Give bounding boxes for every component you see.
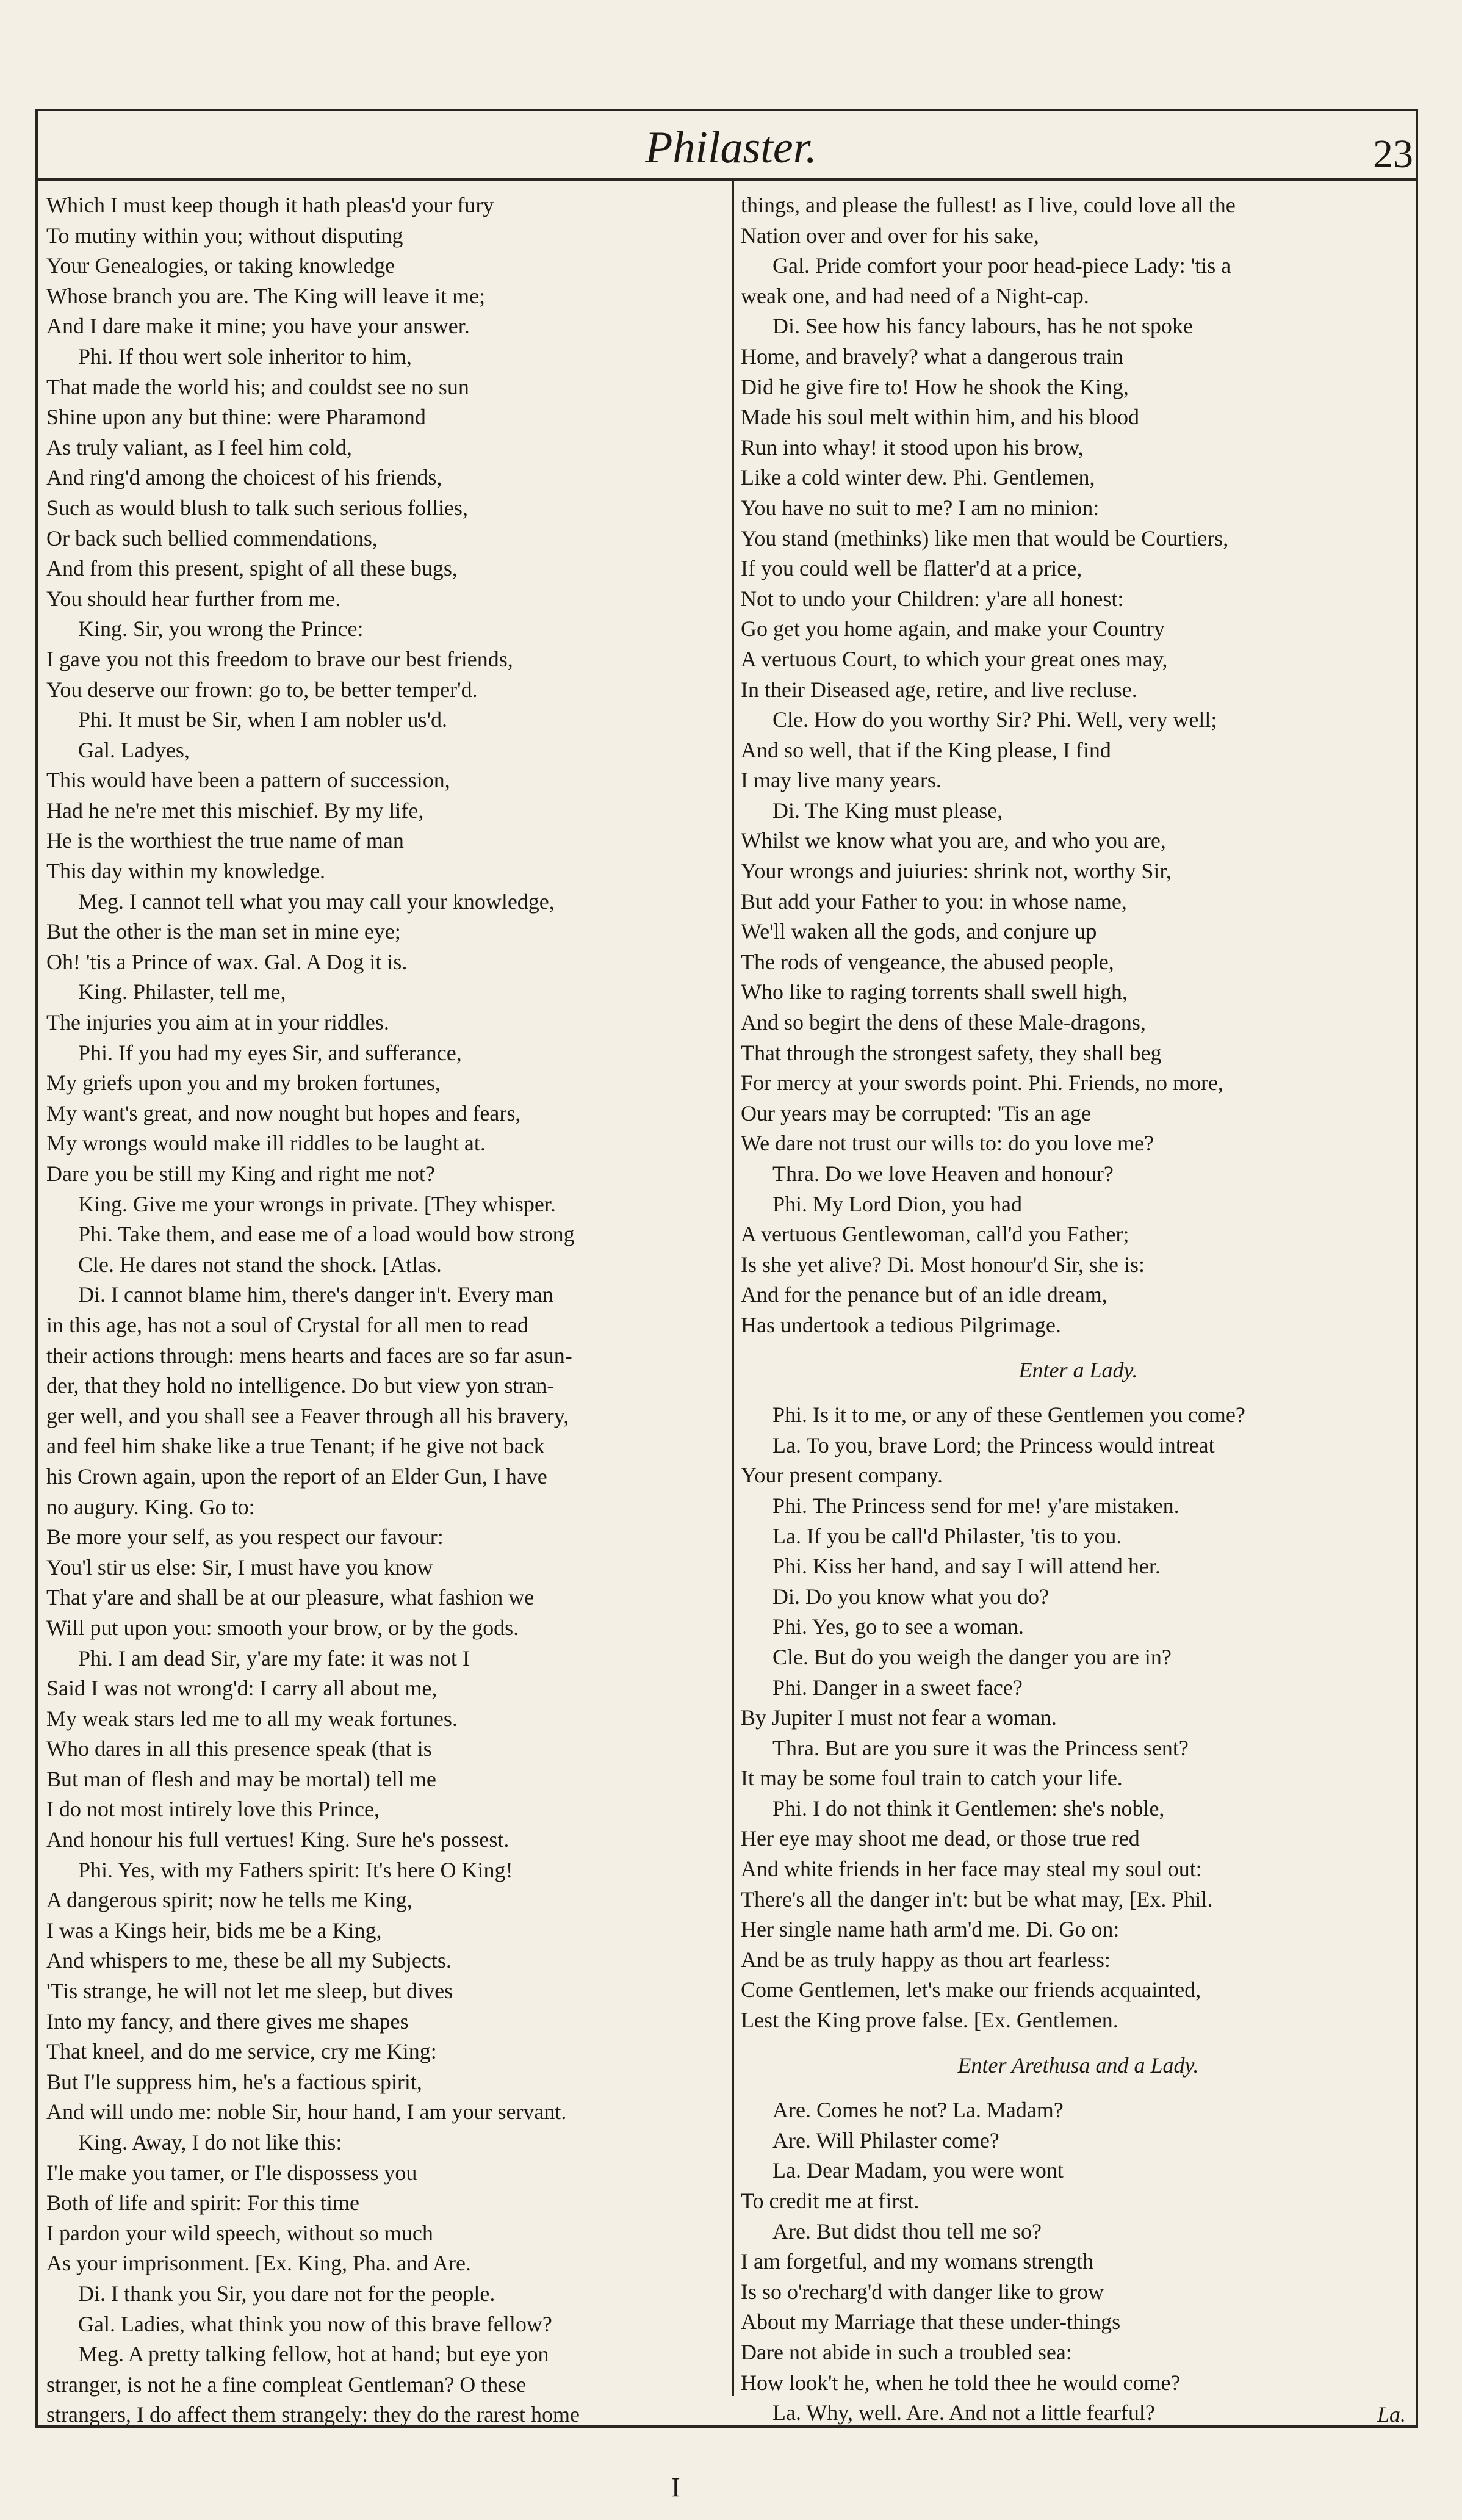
text-line: King. Sir, you wrong the Prince: (78, 616, 364, 641)
text-line: The injuries you aim at in your riddles. (46, 1010, 389, 1035)
text-line: But I'le suppress him, he's a factious spirit, (46, 2069, 422, 2094)
text-line: Had he ne're met this mischief. By my life, (46, 798, 424, 823)
text-line: Are. But didst thou tell me so? (772, 2219, 1042, 2244)
text-line: Is so o'recharg'd with danger like to grow (741, 2279, 1104, 2304)
running-title: Philaster. (645, 123, 817, 173)
text-line: Dare not abide in such a troubled sea: (741, 2339, 1072, 2364)
text-line: This would have been a pattern of succession, (46, 768, 450, 793)
text-line: Lest the King prove false. [Ex. Gentlemen. (741, 2008, 1118, 2033)
text-line: You deserve our frown: go to, be better temper'd. (46, 677, 478, 702)
text-line: Gal. Ladies, what think you now of this brave fellow? (78, 2311, 552, 2336)
text-line: weak one, and had need of a Night-cap. (741, 283, 1089, 308)
text-line: ger well, and you shall see a Feaver through all his bravery, (46, 1403, 569, 1428)
text-line: Phi. I do not think it Gentlemen: she's noble, (772, 1796, 1165, 1821)
text-line: Is she yet alive? Di. Most honour'd Sir, she is: (741, 1252, 1145, 1277)
text-line: And whispers to me, these be all my Subjects. (46, 1948, 452, 1973)
right-column (741, 190, 1416, 2428)
text-line: But add your Father to you: in whose name, (741, 889, 1127, 914)
text-line: Phi. Take them, and ease me of a load would bow strong (78, 1222, 575, 1247)
text-line: A dangerous spirit; now he tells me King, (46, 1888, 412, 1913)
text-line: Phi. Yes, go to see a woman. (772, 1614, 1024, 1639)
text-line: As your imprisonment. [Ex. King, Pha. and Are. (46, 2251, 471, 2276)
text-line: Her single name hath arm'd me. Di. Go on: (741, 1917, 1120, 1942)
text-line: Phi. If you had my eyes Sir, and sufferance, (78, 1040, 462, 1065)
text-line: Di. Do you know what you do? (772, 1584, 1049, 1609)
text-line: La. Dear Madam, you were wont (772, 2158, 1064, 2183)
text-line: no augury. King. Go to: (46, 1494, 255, 1519)
text-line: And I dare make it mine; you have your answer. (46, 314, 470, 339)
text-line: Your Genealogies, or taking knowledge (46, 253, 395, 278)
text-line: La. Why, well. Are. And not a little fearful? (772, 2400, 1155, 2425)
text-line: If you could well be flatter'd at a price, (741, 556, 1082, 581)
left-column (46, 190, 725, 2430)
text-line: And will undo me: noble Sir, hour hand, I am your servant. (46, 2099, 567, 2125)
text-line: For mercy at your swords point. Phi. Friends, no more, (741, 1070, 1223, 1096)
text-line: Both of life and spirit: For this time (46, 2190, 359, 2215)
text-line: Nation over and over for his sake, (741, 223, 1039, 248)
text-line: Into my fancy, and there gives me shapes (46, 2009, 409, 2034)
text-line: Phi. The Princess send for me! y'are mistaken. (772, 1493, 1179, 1518)
text-line: I do not most intirely love this Prince, (46, 1797, 380, 1822)
text-line: I was a Kings heir, bids me be a King, (46, 1918, 382, 1943)
text-line: Whose branch you are. The King will leave it me; (46, 283, 486, 308)
text-line: his Crown again, upon the report of an Elder Gun, I have (46, 1464, 547, 1489)
text-line: About my Marriage that these under-things (741, 2309, 1121, 2334)
catchword: La. (1377, 2402, 1406, 2427)
text-line: I gave you not this freedom to brave our best friends, (46, 646, 513, 671)
text-line: Your wrongs and juiuries: shrink not, worthy Sir, (741, 859, 1172, 884)
text-line: Cle. But do you weigh the danger you are in? (772, 1644, 1172, 1669)
text-line: Phi. My Lord Dion, you had (772, 1191, 1022, 1216)
header-rule (35, 178, 1418, 181)
text-line: And honour his full vertues! King. Sure he's possest. (46, 1827, 510, 1852)
text-line: Phi. Yes, with my Fathers spirit: It's here O King! (78, 1857, 513, 1882)
stage-direction: Enter Arethusa and a Lady. (957, 2052, 1199, 2078)
text-line: der, that they hold no intelligence. Do but view yon stran- (46, 1373, 555, 1398)
text-line: That y'are and shall be at our pleasure, what fashion we (46, 1585, 535, 1610)
text-line: Made his soul melt within him, and his blood (741, 405, 1139, 430)
text-line: Are. Will Philaster come? (772, 2128, 999, 2153)
text-line: It may be some foul train to catch your life. (741, 1766, 1123, 1791)
text-line: La. If you be call'd Philaster, 'tis to you. (772, 1523, 1122, 1548)
stage-direction: Enter a Lady. (1018, 1357, 1138, 1382)
text-line: By Jupiter I must not fear a woman. (741, 1705, 1057, 1730)
text-line: You stand (methinks) like men that would be Courtiers, (741, 525, 1229, 551)
signature-mark: I (671, 2472, 680, 2502)
text-line: La. To you, brave Lord; the Princess would intreat (772, 1432, 1215, 1457)
text-line: How look't he, when he told thee he would come? (741, 2370, 1181, 2395)
text-line: But the other is the man set in mine eye; (46, 919, 401, 944)
text-line: You have no suit to me? I am no minion: (741, 495, 1100, 520)
text-line: Be more your self, as you respect our favour: (46, 1525, 444, 1550)
text-line: He is the worthiest the true name of man (46, 828, 404, 853)
text-line: Whilst we know what you are, and who you are, (741, 828, 1166, 853)
text-line: In their Diseased age, retire, and live recluse. (741, 677, 1137, 702)
text-line: stranger, is not he a fine compleat Gentleman? O these (46, 2372, 527, 2397)
text-line: Your present company. (741, 1463, 943, 1488)
text-line: Di. I cannot blame him, there's danger in't. Every man (78, 1282, 553, 1307)
text-line: Her eye may shoot me dead, or those true red (741, 1826, 1140, 1851)
text-line: Did he give fire to! How he shook the King, (741, 374, 1129, 399)
text-line: That made the world his; and couldst see no sun (46, 374, 469, 399)
text-line: Thra. But are you sure it was the Princess sent? (772, 1735, 1189, 1760)
text-line: I may live many years. (741, 768, 942, 793)
text-line: Shine upon any but thine: were Pharamond (46, 405, 426, 430)
column-divider (732, 181, 734, 2396)
text-line: Phi. If thou wert sole inheritor to him, (78, 344, 412, 369)
text-line: Has undertook a tedious Pilgrimage. (741, 1312, 1061, 1337)
text-line: Phi. Kiss her hand, and say I will attend her. (772, 1554, 1161, 1579)
text-line: Or back such bellied commendations, (46, 525, 378, 551)
text-line: Dare you be still my King and right me not? (46, 1161, 435, 1186)
text-line: And be as truly happy as thou art fearless: (741, 1947, 1111, 1972)
text-line: Gal. Pride comfort your poor head-piece Lady: 'tis a (772, 253, 1231, 278)
text-line: But man of flesh and may be mortal) tell me (46, 1766, 436, 1791)
text-line: Who like to raging torrents shall swell high, (741, 980, 1128, 1005)
text-line: Thra. Do we love Heaven and honour? (772, 1161, 1114, 1186)
text-line: Gal. Ladyes, (78, 737, 190, 762)
text-line: Meg. I cannot tell what you may call your knowledge, (78, 889, 555, 914)
text-line: To credit me at first. (741, 2189, 920, 2213)
text-line: Meg. A pretty talking fellow, hot at hand; but eye yon (78, 2342, 549, 2367)
text-line: Cle. He dares not stand the shock. [Atlas. (78, 1252, 442, 1277)
text-line: King. Away, I do not like this: (78, 2130, 342, 2154)
text-line: A vertuous Court, to which your great ones may, (741, 646, 1168, 671)
text-line: You should hear further from me. (46, 586, 341, 611)
text-line: My weak stars led me to all my weak fortunes. (46, 1706, 458, 1731)
text-line: To mutiny within you; without disputing (46, 223, 403, 248)
text-line: I am forgetful, and my womans strength (741, 2249, 1094, 2274)
text-line: And for the penance but of an idle dream, (741, 1282, 1107, 1307)
text-line: That through the strongest safety, they shall beg (741, 1040, 1162, 1065)
text-line: Phi. It must be Sir, when I am nobler us'd. (78, 707, 447, 732)
text-line: Will put upon you: smooth your brow, or by the gods. (46, 1615, 519, 1640)
text-line: Come Gentlemen, let's make our friends acquainted, (741, 1977, 1201, 2002)
text-line: This day within my knowledge. (46, 859, 325, 884)
text-line: King. Give me your wrongs in private. [They whisper. (78, 1191, 556, 1216)
text-line: in this age, has not a soul of Crystal for all men to read (46, 1312, 528, 1337)
page-number: 23 (1373, 132, 1413, 176)
text-line: My want's great, and now nought but hopes and fears, (46, 1100, 521, 1125)
text-line: Such as would blush to talk such serious follies, (46, 495, 468, 520)
text-line: Are. Comes he not? La. Madam? (772, 2098, 1064, 2123)
text-line: And so begirt the dens of these Male-dragons, (741, 1010, 1146, 1035)
text-line: Said I was not wrong'd: I carry all about me, (46, 1676, 438, 1701)
text-line: King. Philaster, tell me, (78, 980, 286, 1005)
text-line: Di. The King must please, (772, 798, 1003, 823)
text-line: As truly valiant, as I feel him cold, (46, 435, 352, 460)
text-line: Home, and bravely? what a dangerous train (741, 344, 1123, 369)
text-line: And white friends in her face may steal my soul out: (741, 1857, 1202, 1882)
text-line: I'le make you tamer, or I'le dispossess you (46, 2160, 417, 2185)
text-line: And so well, that if the King please, I find (741, 737, 1111, 762)
text-line: There's all the danger in't: but be what may, [Ex. Phil. (741, 1886, 1213, 1912)
text-line: And from this present, spight of all these bugs, (46, 556, 458, 581)
text-line: You'l stir us else: Sir, I must have you know (46, 1554, 433, 1580)
text-line: 'Tis strange, he will not let me sleep, but dives (46, 1979, 453, 2004)
text-line: their actions through: mens hearts and faces are so far asun- (46, 1343, 572, 1368)
text-line: A vertuous Gentlewoman, call'd you Father; (741, 1222, 1129, 1247)
text-line: Go get you home again, and make your Country (741, 616, 1165, 641)
text-line: We'll waken all the gods, and conjure up (741, 919, 1097, 944)
text-line: Di. I thank you Sir, you dare not for the people. (78, 2281, 495, 2306)
text-line: Phi. I am dead Sir, y'are my fate: it was not I (78, 1645, 470, 1670)
text-line: My griefs upon you and my broken fortunes, (46, 1070, 441, 1096)
text-line: Di. See how his fancy labours, has he not spoke (772, 314, 1193, 339)
text-line: things, and please the fullest! as I live, could love all the (741, 193, 1236, 217)
text-line: Phi. Is it to me, or any of these Gentlemen you come? (772, 1403, 1245, 1428)
text-line: Who dares in all this presence speak (that is (46, 1736, 432, 1761)
text-line: Like a cold winter dew. Phi. Gentlemen, (741, 465, 1095, 490)
text-line: strangers, I do affect them strangely: they do the rarest home (46, 2402, 580, 2427)
text-line: Not to undo your Children: y'are all honest: (741, 586, 1124, 611)
text-line: Cle. How do you worthy Sir? Phi. Well, very well; (772, 707, 1217, 732)
text-line: That kneel, and do me service, cry me King: (46, 2039, 437, 2064)
text-line: Oh! 'tis a Prince of wax. Gal. A Dog it is. (46, 949, 408, 974)
text-line: The rods of vengeance, the abused people, (741, 949, 1114, 974)
text-line: and feel him shake like a true Tenant; if he give not back (46, 1434, 545, 1459)
text-line: I pardon your wild speech, without so much (46, 2220, 433, 2245)
text-line: My wrongs would make ill riddles to be laught at. (46, 1131, 486, 1156)
text-line: We dare not trust our wills to: do you love me? (741, 1131, 1154, 1156)
text-line: And ring'd among the choicest of his friends, (46, 465, 442, 490)
text-line: Which I must keep though it hath pleas'd your fury (46, 193, 494, 217)
text-line: Our years may be corrupted: 'Tis an age (741, 1100, 1091, 1125)
text-line: Phi. Danger in a sweet face? (772, 1675, 1023, 1700)
text-line: Run into whay! it stood upon his brow, (741, 435, 1084, 460)
